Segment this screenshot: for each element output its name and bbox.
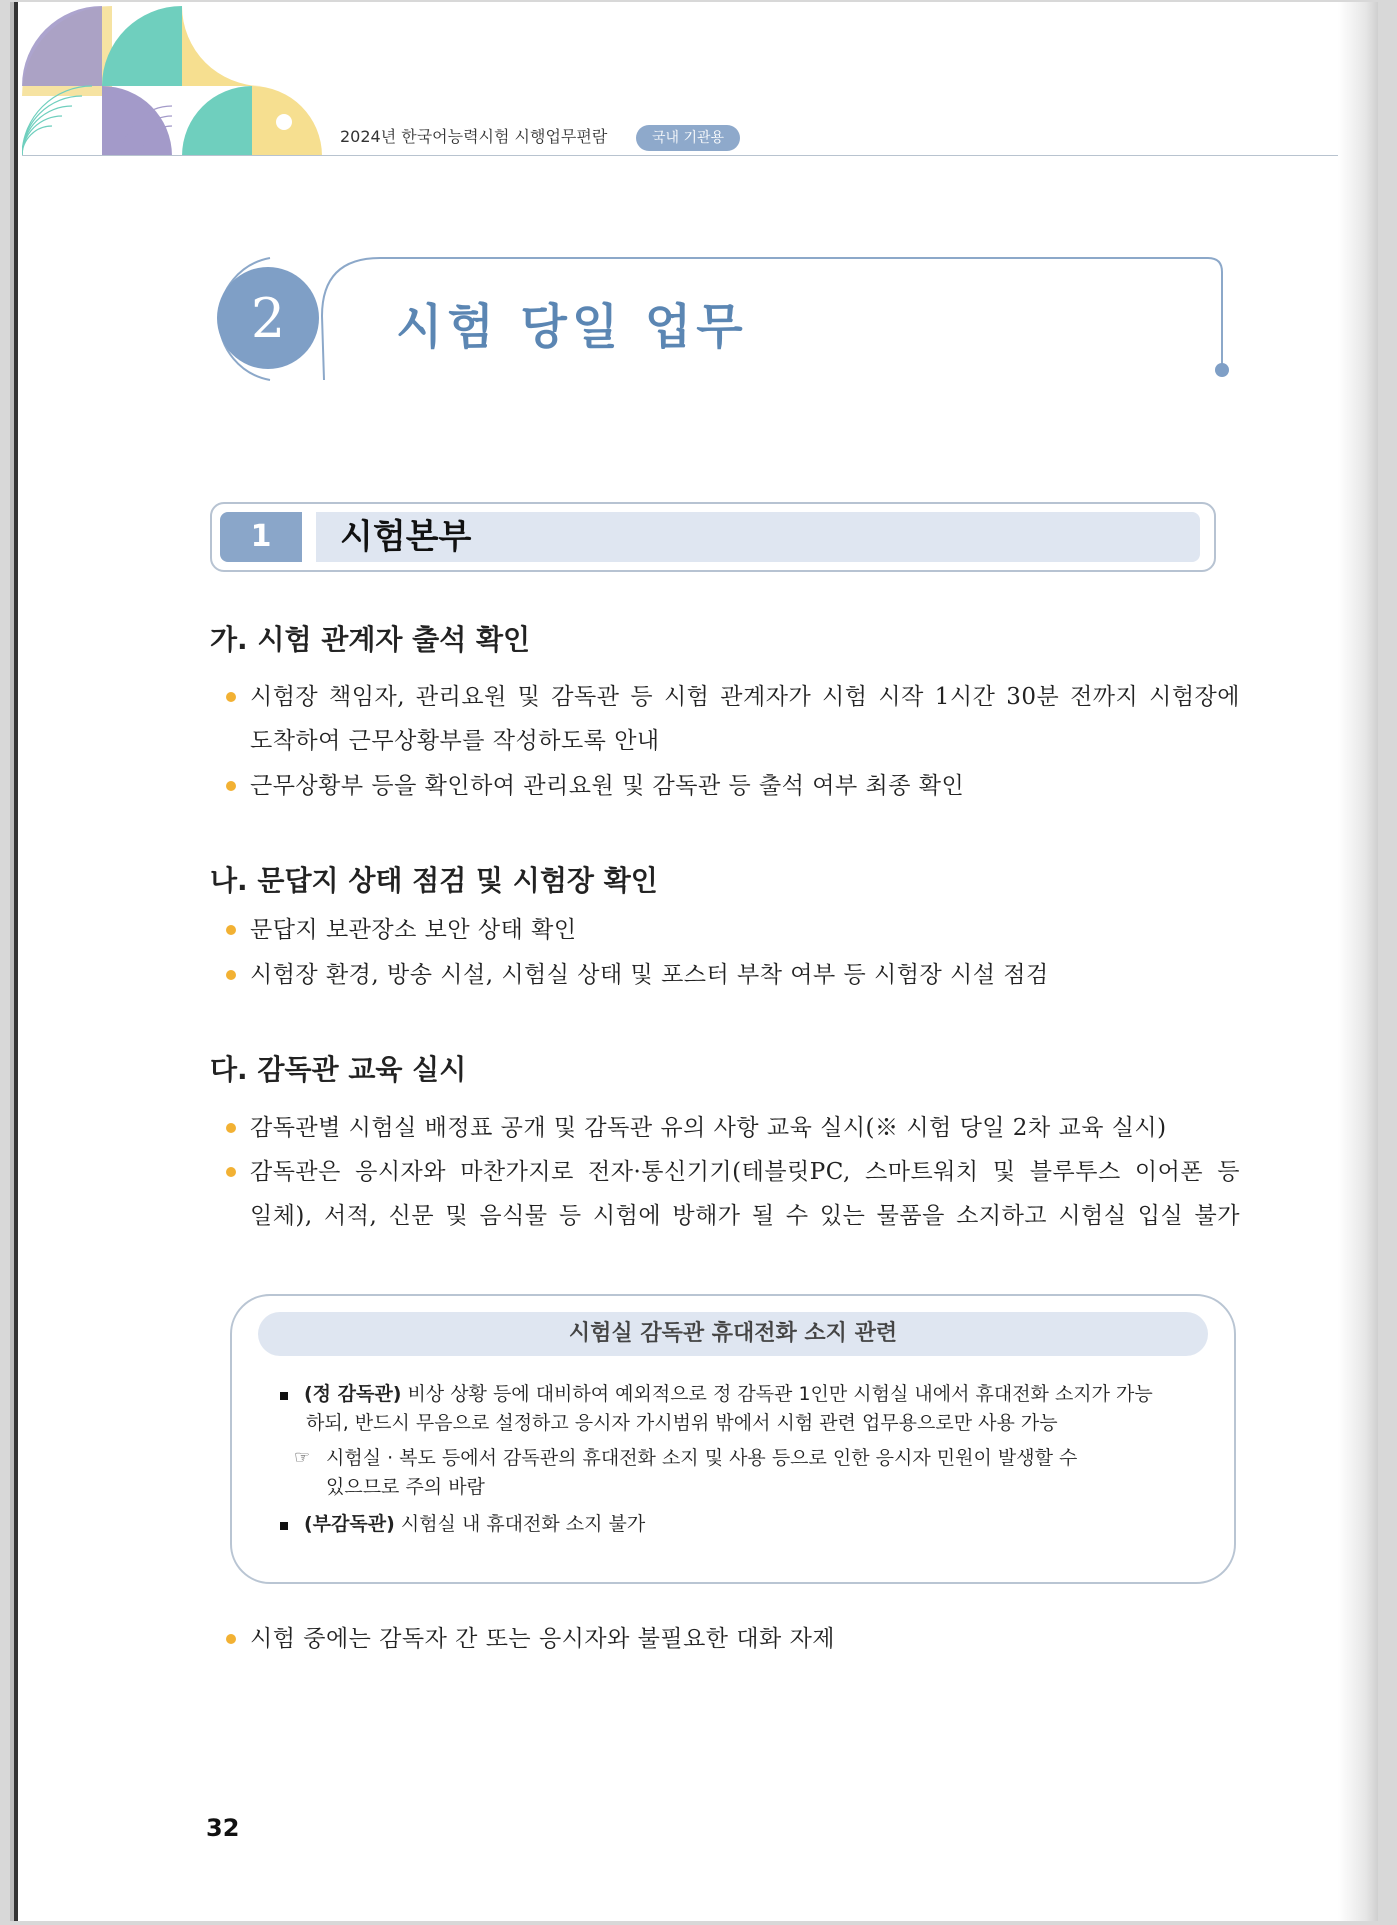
square-bullet-icon [280, 1392, 288, 1400]
subsection-heading: 나. 문답지 상태 점검 및 시험장 확인 [210, 864, 658, 897]
notice-title: 시험실 감독관 휴대전화 소지 관련 [258, 1312, 1208, 1356]
bullet-line: 문답지 보관장소 보안 상태 확인 [250, 917, 577, 943]
bullet-line: 감독관은 응시자와 마찬가지로 전자·통신기기(테블릿PC, 스마트워치 및 블루투스 이어폰 등 [250, 1159, 1240, 1185]
bullet-line: 일체), 서적, 신문 및 음식물 등 시험에 방해가 될 수 있는 물품을 소지하고 시험실 입실 불가 [250, 1203, 1240, 1229]
bullet-item [250, 1150, 1240, 1238]
page-edge-shadow [1338, 2, 1378, 1921]
notice-item-text: 비상 상황 등에 대비하여 예외적으로 정 감독관 1인만 시험실 내에서 휴대전화 소지가 가능 [401, 1383, 1153, 1405]
header-badge: 국내 기관용 [636, 125, 740, 151]
page-number: 32 [206, 1814, 240, 1842]
subsection-heading: 다. 감독관 교육 실시 [210, 1053, 467, 1086]
bullet-line: 근무상황부 등을 확인하여 관리요원 및 감독관 등 출석 여부 최종 확인 [250, 773, 965, 799]
bullet-line: 시험 중에는 감독자 간 또는 응시자와 불필요한 대화 자제 [250, 1626, 836, 1652]
section-heading [210, 502, 1216, 572]
notice-item-continuation: 하되, 반드시 무음으로 설정하고 응시자 가시범위 밖에서 시험 관련 업무용으로만 사용 가능 [306, 1412, 1058, 1434]
notice-item [304, 1380, 1153, 1409]
pointing-hand-icon: ☞ [294, 1447, 311, 1468]
notice-box [230, 1294, 1236, 1584]
bullet-item [250, 1106, 1240, 1150]
subsection-heading: 가. 시험 관계자 출석 확인 [210, 623, 531, 656]
square-bullet-icon [280, 1522, 288, 1530]
notice-item-label: (부감독관) [304, 1513, 395, 1535]
section-number: 1 [220, 512, 302, 562]
bullet-item [250, 908, 1240, 952]
document-page [18, 2, 1378, 1921]
bullet-line: 도착하여 근무상황부를 작성하도록 안내 [250, 728, 660, 754]
bullet-line: 시험장 환경, 방송 시설, 시험실 상태 및 포스터 부착 여부 등 시험장 시설 점검 [250, 962, 1049, 988]
notice-item-label: (정 감독관) [304, 1383, 402, 1405]
notice-note-continuation: 있으므로 주의 바람 [326, 1476, 485, 1498]
notice-item [304, 1510, 645, 1539]
chapter-title: 시험 당일 업무 [396, 299, 748, 355]
bullet-item [250, 764, 1240, 808]
chapter-number: 2 [250, 287, 286, 350]
bullet-item [250, 1617, 1240, 1661]
bullet-line: 시험장 책임자, 관리요원 및 감독관 등 시험 관계자가 시험 시작 1시간 30분 전까지 시험장에 [250, 684, 1240, 710]
notice-note: 시험실 · 복도 등에서 감독관의 휴대전화 소지 및 사용 등으로 인한 응시자 민원이 발생할 수 [326, 1447, 1078, 1469]
bullet-line: 감독관별 시험실 배정표 공개 및 감독관 유의 사항 교육 실시(※ 시험 당일 2차 교육 실시) [250, 1115, 1167, 1141]
section-title: 시험본부 [340, 517, 472, 557]
bullet-item [250, 675, 1240, 763]
bullet-item [250, 953, 1240, 997]
notice-item-text: 시험실 내 휴대전화 소지 불가 [394, 1513, 646, 1535]
running-header-title: 2024년 한국어능력시험 시행업무편람 [340, 127, 608, 146]
header-rule [22, 155, 1338, 156]
header-decoration [22, 6, 332, 156]
